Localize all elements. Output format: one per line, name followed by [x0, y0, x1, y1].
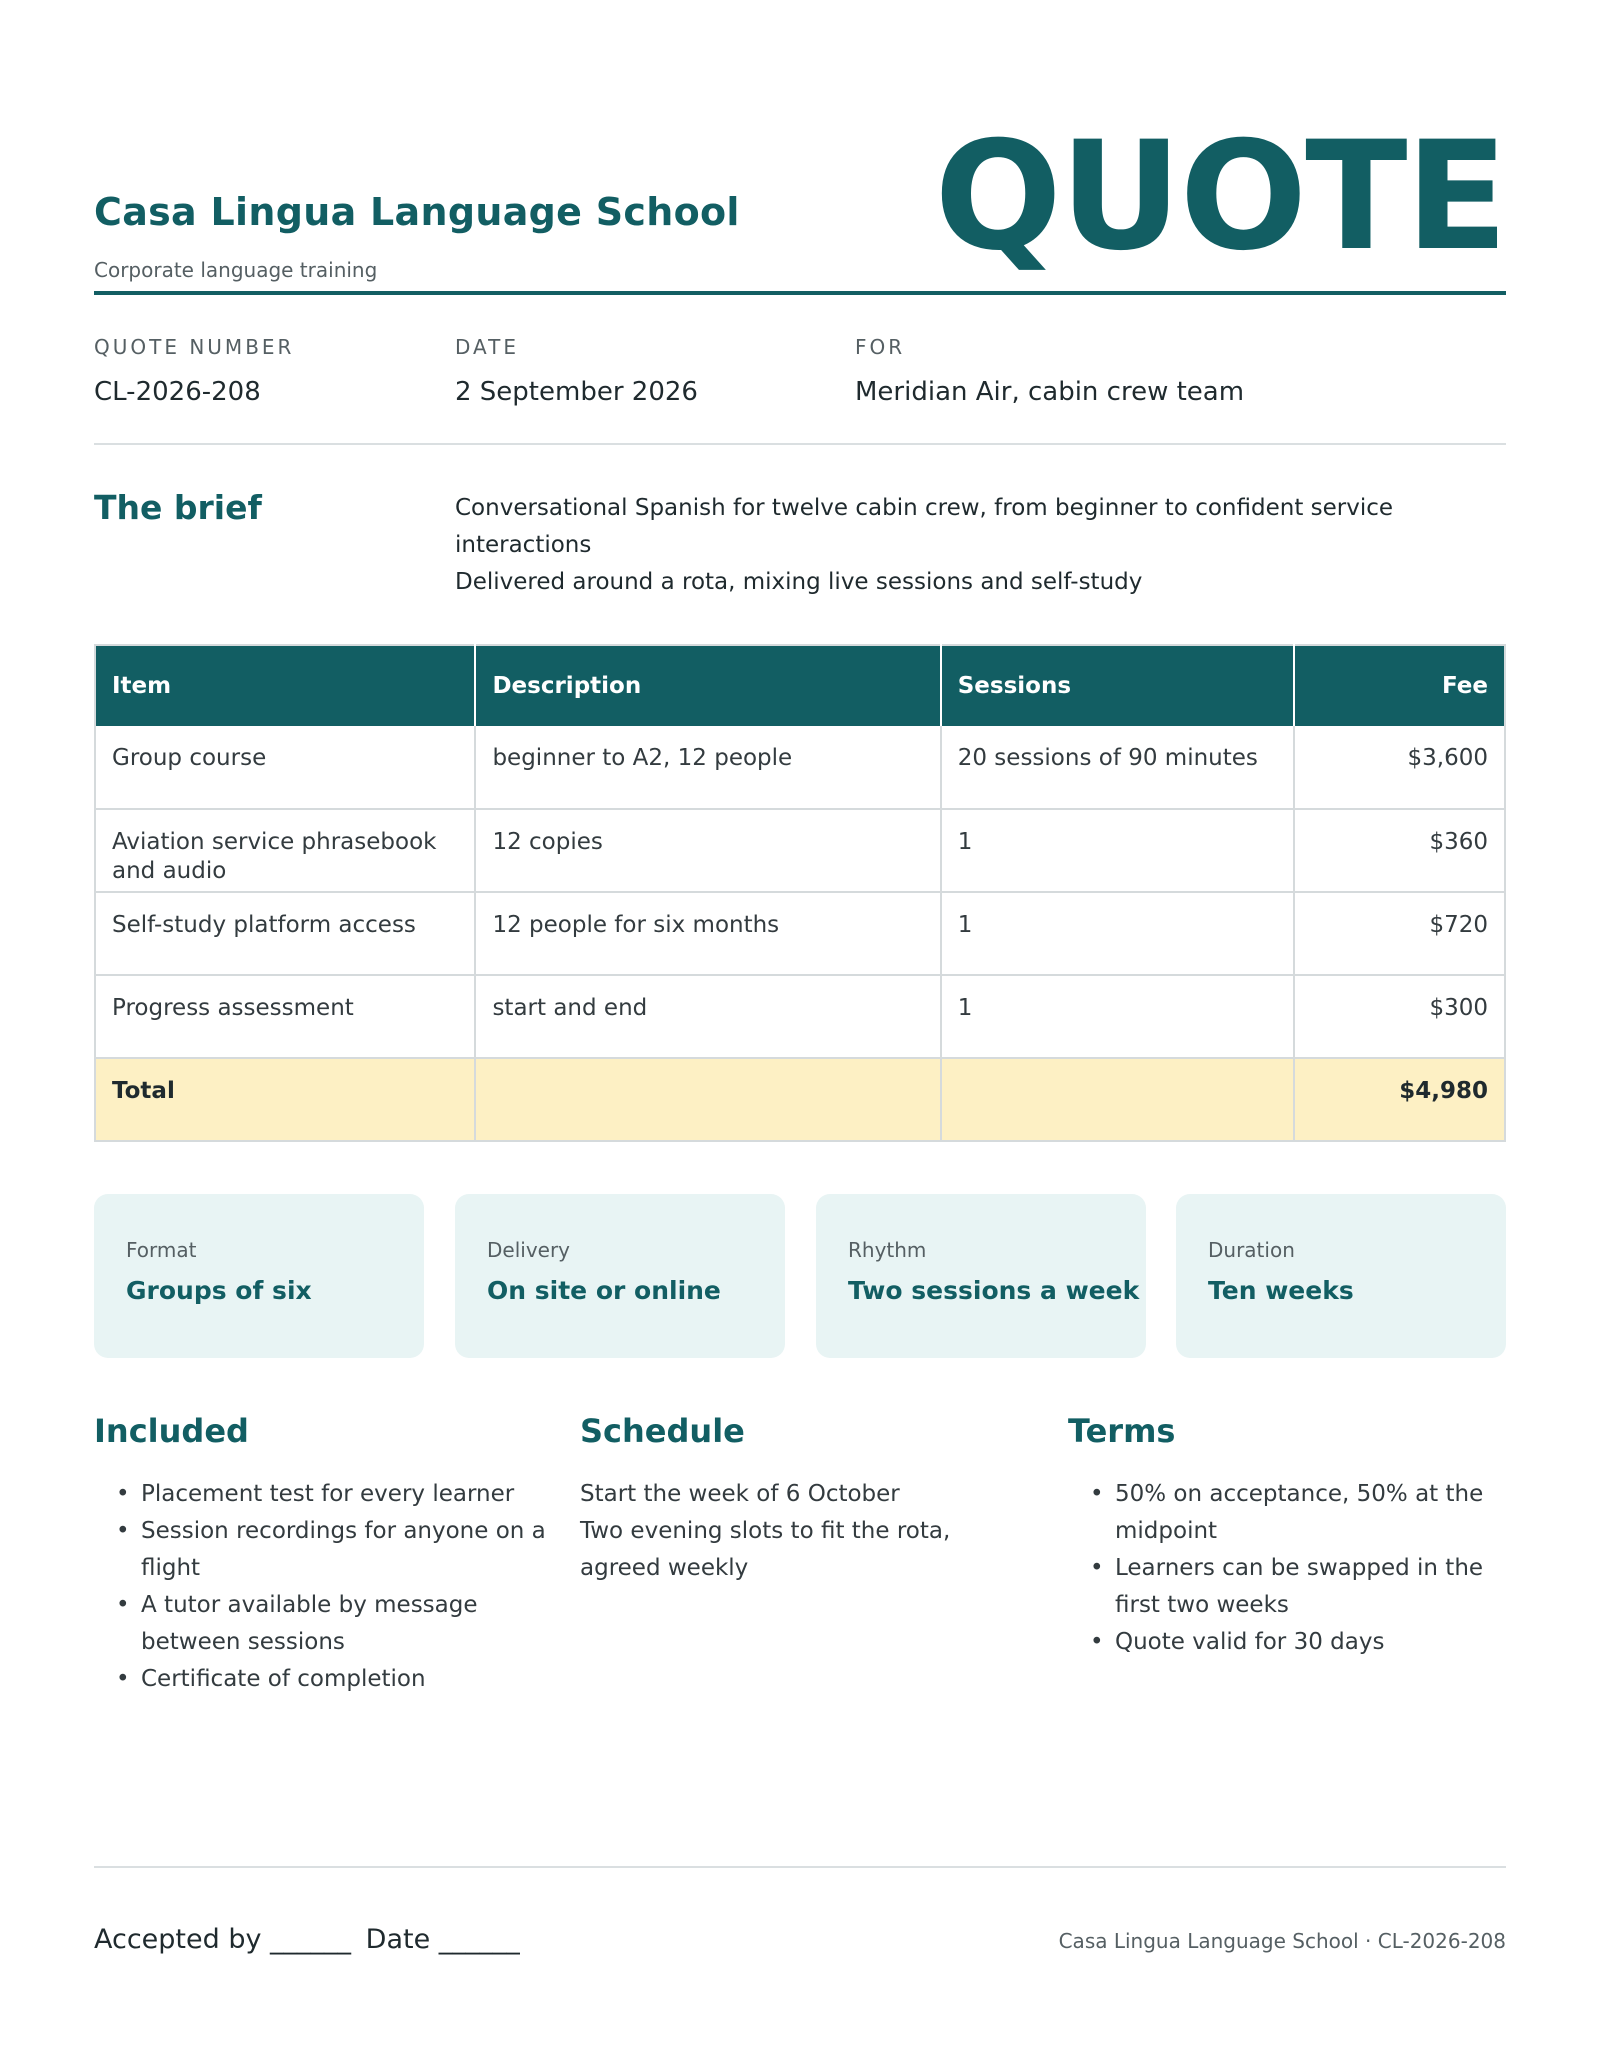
delivery-card [455, 1194, 785, 1358]
cell-fee: $300 [1294, 975, 1505, 1058]
schedule-section [580, 1412, 1000, 1587]
school-name: Casa Lingua Language School [94, 190, 740, 234]
list-item: • Certificate of completion [94, 1661, 554, 1698]
included-list [94, 1476, 554, 1698]
cell-description: 12 copies [475, 809, 940, 892]
table-row [95, 975, 1505, 1058]
quote-number-block [94, 335, 294, 407]
list-item: • Quote valid for 30 days [1068, 1624, 1506, 1661]
card-value: Two sessions a week [848, 1276, 1140, 1305]
table-row [95, 892, 1505, 975]
schedule-line: Start the week of 6 October [580, 1481, 900, 1507]
acceptance-line [94, 1924, 526, 1955]
schedule-title: Schedule [580, 1412, 745, 1450]
cell-sessions: 20 sessions of 90 minutes [941, 726, 1294, 809]
format-card [94, 1194, 424, 1358]
footer-divider [94, 1866, 1506, 1868]
schedule-text [580, 1476, 1000, 1587]
cell-fee: $360 [1294, 809, 1505, 892]
total-value: $4,980 [1294, 1058, 1505, 1141]
terms-list [1068, 1476, 1506, 1661]
cell-sessions: 1 [941, 975, 1294, 1058]
list-item: • Placement test for every learner [94, 1476, 554, 1513]
brief-line: Delivered around a rota, mixing live sessions and self-study [455, 569, 1143, 595]
document-header [94, 110, 1506, 295]
accepted-by-field: Accepted by ______ [94, 1924, 352, 1955]
column-header-fee: Fee [1294, 645, 1505, 726]
cell-fee: $720 [1294, 892, 1505, 975]
cell-fee: $3,600 [1294, 726, 1505, 809]
terms-title: Terms [1068, 1412, 1176, 1450]
column-header-description: Description [475, 645, 940, 726]
cell-item: Progress assessment [95, 975, 475, 1058]
cell-sessions: 1 [941, 892, 1294, 975]
included-section [94, 1412, 554, 1698]
date-value: 2 September 2026 [455, 377, 698, 407]
total-row [95, 1058, 1505, 1141]
client-label: FOR [855, 335, 906, 359]
cell-description: 12 people for six months [475, 892, 940, 975]
card-value: Groups of six [126, 1276, 312, 1305]
date-label: DATE [455, 335, 520, 359]
document-type-title: QUOTE [934, 110, 1506, 284]
table-row [95, 726, 1505, 809]
table-header-row [95, 645, 1505, 726]
quote-number-value: CL-2026-208 [94, 377, 261, 407]
duration-card [1176, 1194, 1506, 1358]
cell-item: Self-study platform access [95, 892, 475, 975]
client-block [855, 335, 1244, 407]
list-item: • Learners can be swapped in the first two weeks [1068, 1550, 1506, 1624]
column-header-sessions: Sessions [941, 645, 1294, 726]
table-row [95, 809, 1505, 892]
cell-sessions: 1 [941, 809, 1294, 892]
list-item: • 50% on acceptance, 50% at the midpoint [1068, 1476, 1506, 1550]
quote-number-label: QUOTE NUMBER [94, 335, 295, 359]
rhythm-card [816, 1194, 1146, 1358]
list-item: • A tutor available by message between sessions [94, 1587, 554, 1661]
total-empty-cell [941, 1058, 1294, 1141]
accepted-date-field: Date ______ [365, 1924, 520, 1955]
card-label: Rhythm [848, 1238, 927, 1262]
cell-item: Aviation service phrasebook and audio [95, 809, 475, 892]
card-label: Format [126, 1238, 197, 1262]
brief-text [455, 490, 1485, 601]
date-block [455, 335, 698, 407]
brief-title: The brief [94, 488, 262, 527]
summary-cards [94, 1194, 1506, 1358]
total-label: Total [95, 1058, 475, 1141]
included-title: Included [94, 1412, 249, 1450]
line-items-table [94, 644, 1506, 1142]
cell-item: Group course [95, 726, 475, 809]
terms-section [1068, 1412, 1506, 1661]
total-empty-cell [475, 1058, 940, 1141]
list-item: • Session recordings for anyone on a flight [94, 1513, 554, 1587]
card-label: Duration [1208, 1238, 1295, 1262]
cell-description: start and end [475, 975, 940, 1058]
card-value: Ten weeks [1208, 1276, 1354, 1305]
card-label: Delivery [487, 1238, 571, 1262]
quote-document [94, 0, 1506, 2071]
footer-reference: Casa Lingua Language School · CL-2026-208 [1058, 1929, 1506, 1953]
schedule-line: Two evening slots to fit the rota, agreed weekly [580, 1518, 951, 1581]
column-header-item: Item [95, 645, 475, 726]
school-tagline: Corporate language training [94, 258, 378, 282]
card-value: On site or online [487, 1276, 721, 1305]
quote-meta [94, 295, 1506, 445]
client-value: Meridian Air, cabin crew team [855, 377, 1245, 407]
cell-description: beginner to A2, 12 people [475, 726, 940, 809]
brief-line: Conversational Spanish for twelve cabin crew, from beginner to confident service interactions [455, 495, 1394, 558]
